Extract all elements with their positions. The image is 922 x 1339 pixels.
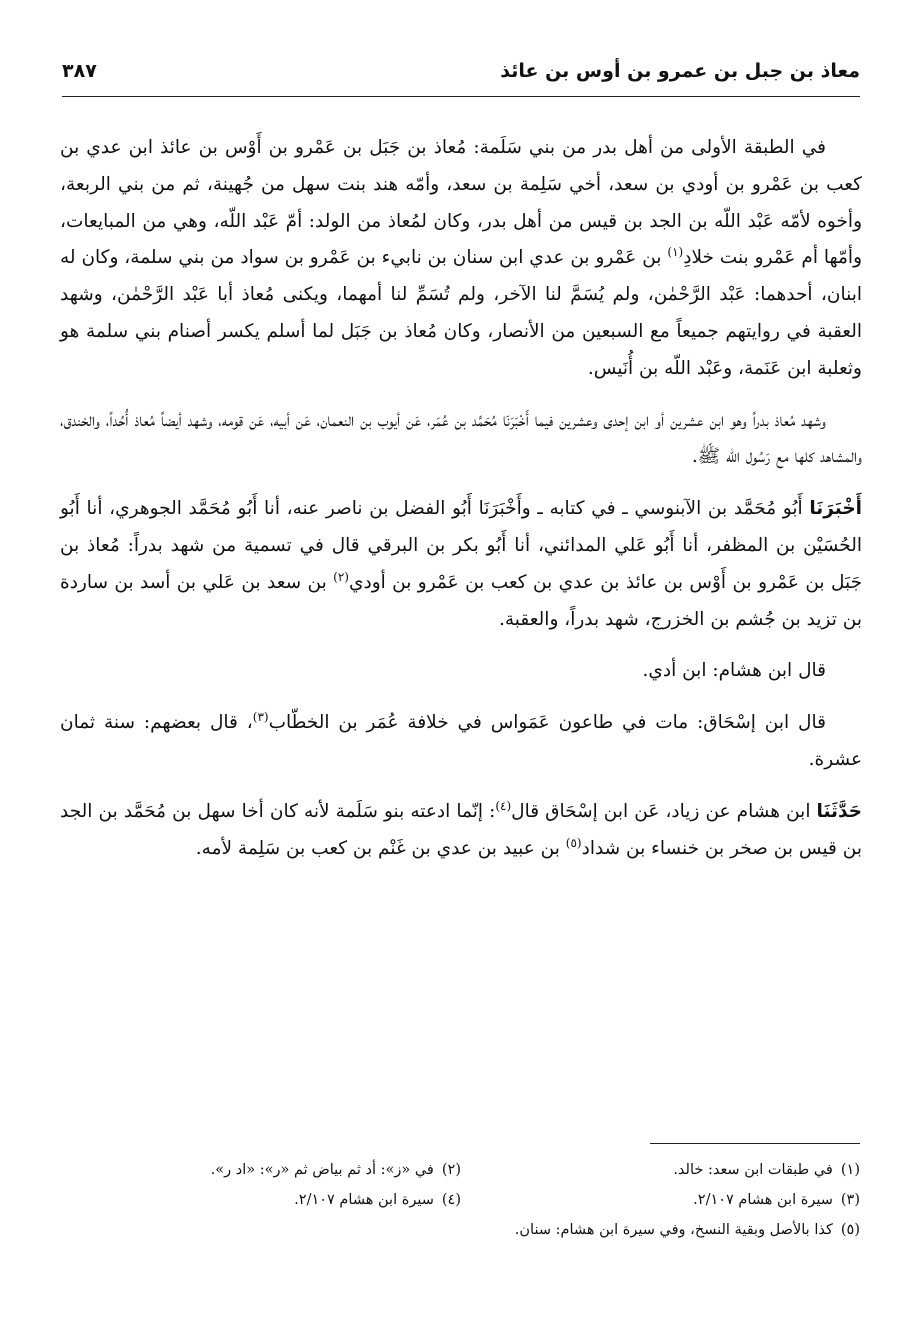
paragraph-1-text-b: بن عَمْرو بن عدي ابن سنان بن نابيء بن عَمْرو بن سواد من بني سلمة، وكان له ابنان، أحدهما: عَبْد الرَّحْمٰن، ولم يُسَمَّ لنا الآخر، ولم تُسَمِّ لنا أمهما، ويكنى مُعاذ أبا عَبْد الرَّحْمٰن، وشهد العقبة في روايتهم جميعاً مع السبعين من الأنصار، وكان مُعاذ بن جَبَل لما أسلم يكسر أصنام بني سلمة هو وثعلبة ابن عَنَمة، وعَبْد اللّه بن أُنَيس.: [60, 247, 862, 379]
paragraph-1: [60, 130, 862, 388]
footnote-2: [62, 1155, 461, 1185]
paragraph-1-text-a: في الطبقة الأولى من أهل بدر من بني سَلَمة: مُعاذ بن جَبَل بن عَمْرو بن أَوْس بن عائذ ابن عدي بن كعب بن عَمْرو بن أودي بن سعد، أخي سَلِمة بن سعد، وأمّه هند بنت سهل من جُهينة، ثم من بني الربعة، وأخوه لأمّه عَبْد اللّه بن الجد بن قيس من أهل بدر، وكان لمُعاذ من الولد: أمّ عَبْد اللّه، وهي من المبايعات، وأمّها أم عَمْرو بنت خلادِ: [60, 137, 863, 269]
footnote-5: [62, 1215, 860, 1245]
paragraph-6-text-b: : إنّما ادعته بنو سَلَمة لأنه كان أخا سهل بن مُحَمَّد بن الجد بن قيس بن صخر بن خنساء بن شداد: [60, 800, 862, 859]
footnote-text: سيرة ابن هشام ٢/١٠٧.: [693, 1192, 833, 1208]
footnote-row: [62, 1155, 860, 1185]
paragraph-2: وشهد مُعاذ بدراً وهو ابن عشرين أو ابن إحدى وعشرين فيما أَخْبَرَنَا مُحَمَّد بن عُمَر، عَن أيوب بن النعمان، عَن أبيه، عَن قومه، وشهد أيضاً مُعاذ أُحُداً، والخندق، والمشاهد كلها مع رَسُول اللّه ﷺ.: [60, 409, 862, 468]
footnote-number: (٤): [441, 1192, 461, 1208]
footnote-text: كذا بالأصل وبقية النسخ، وفي سيرة ابن هشام: سنان.: [514, 1222, 833, 1238]
paragraph-3: [60, 491, 862, 638]
running-header: [62, 56, 860, 90]
paragraph-6-lead: حَدَّثَنَا: [816, 800, 863, 822]
footnote-ref-1: (١): [667, 245, 684, 260]
paragraph-5-text-b: ، قال بعضهم: سنة ثمان عشرة.: [60, 712, 862, 770]
paragraph-6: [60, 794, 862, 868]
body-text: [60, 130, 862, 882]
paragraph-6-text-c: بن عبيد بن عدي بن غَنْم بن كعب بن سَلِمة لأمه.: [195, 837, 566, 859]
paragraph-3-text-a: أَبُو مُحَمَّد بن الآبنوسي ـ في كتابه ـ وأَخْبَرَنَا أَبُو الفضل بن ناصر عنه، أنا أَبُو مُحَمَّد الجوهري، أنا أَبُو الحُسَيْن بن المظفر، أنا أَبُو عَلي المدائني، أنا أَبُو بكر بن البرقي قال في تسمية من شهد بدراً: مُعاذ بن جَبَل بن عَمْرو بن أَوْس بن عائذ بن عدي بن كعب بن عَمْرو بن أودي: [60, 498, 863, 593]
paragraph-3-text-b: بن سعد بن عَلي بن أسد بن ساردة بن تزيد بن جُشم بن الخزرج، شهد بدراً، والعقبة.: [60, 571, 862, 630]
paragraph-4: قال ابن هشام: ابن أدي.: [642, 660, 826, 682]
footnote-ref-2: (٢): [333, 569, 349, 584]
footnote-number: (٣): [840, 1192, 860, 1208]
footnote-rule: [650, 1143, 860, 1144]
footnote-number: (١): [840, 1162, 860, 1178]
footnotes: [62, 1155, 860, 1245]
footnote-number: (٥): [840, 1222, 860, 1238]
page-number: ٣٨٧: [62, 60, 97, 82]
paragraph-3-lead: أَخْبَرَنَا: [809, 498, 862, 520]
footnote-text: سيرة ابن هشام ٢/١٠٧.: [294, 1192, 434, 1208]
footnote-4: [62, 1185, 461, 1215]
footnote-3: [461, 1185, 860, 1215]
footnote-ref-3: (٣): [252, 710, 269, 724]
paragraph-5-text-a: قال ابن إسْحَاق: مات في طاعون عَمَواس في خلافة عُمَر بن الخطّاب: [268, 712, 826, 734]
footnote-ref-4: (٤): [495, 798, 512, 813]
footnote-row: [62, 1185, 860, 1215]
footnote-ref-5: (٥): [565, 835, 582, 850]
header-rule: [62, 96, 860, 97]
footnote-number: (٢): [441, 1162, 461, 1178]
paragraph-5: [60, 705, 862, 779]
footnote-text: في «ز»: أد ثم بياض ثم «ر»: «اد ر».: [210, 1162, 434, 1178]
footnote-text: في طبقات ابن سعد: خالد.: [673, 1162, 833, 1178]
running-title: معاذ بن جبل بن عمرو بن أوس بن عائذ: [500, 60, 860, 82]
footnote-row: [62, 1215, 860, 1245]
footnote-1: [461, 1155, 860, 1185]
paragraph-6-text-a: ابن هشام عن زياد، عَن ابن إسْحَاق قال: [511, 800, 817, 822]
